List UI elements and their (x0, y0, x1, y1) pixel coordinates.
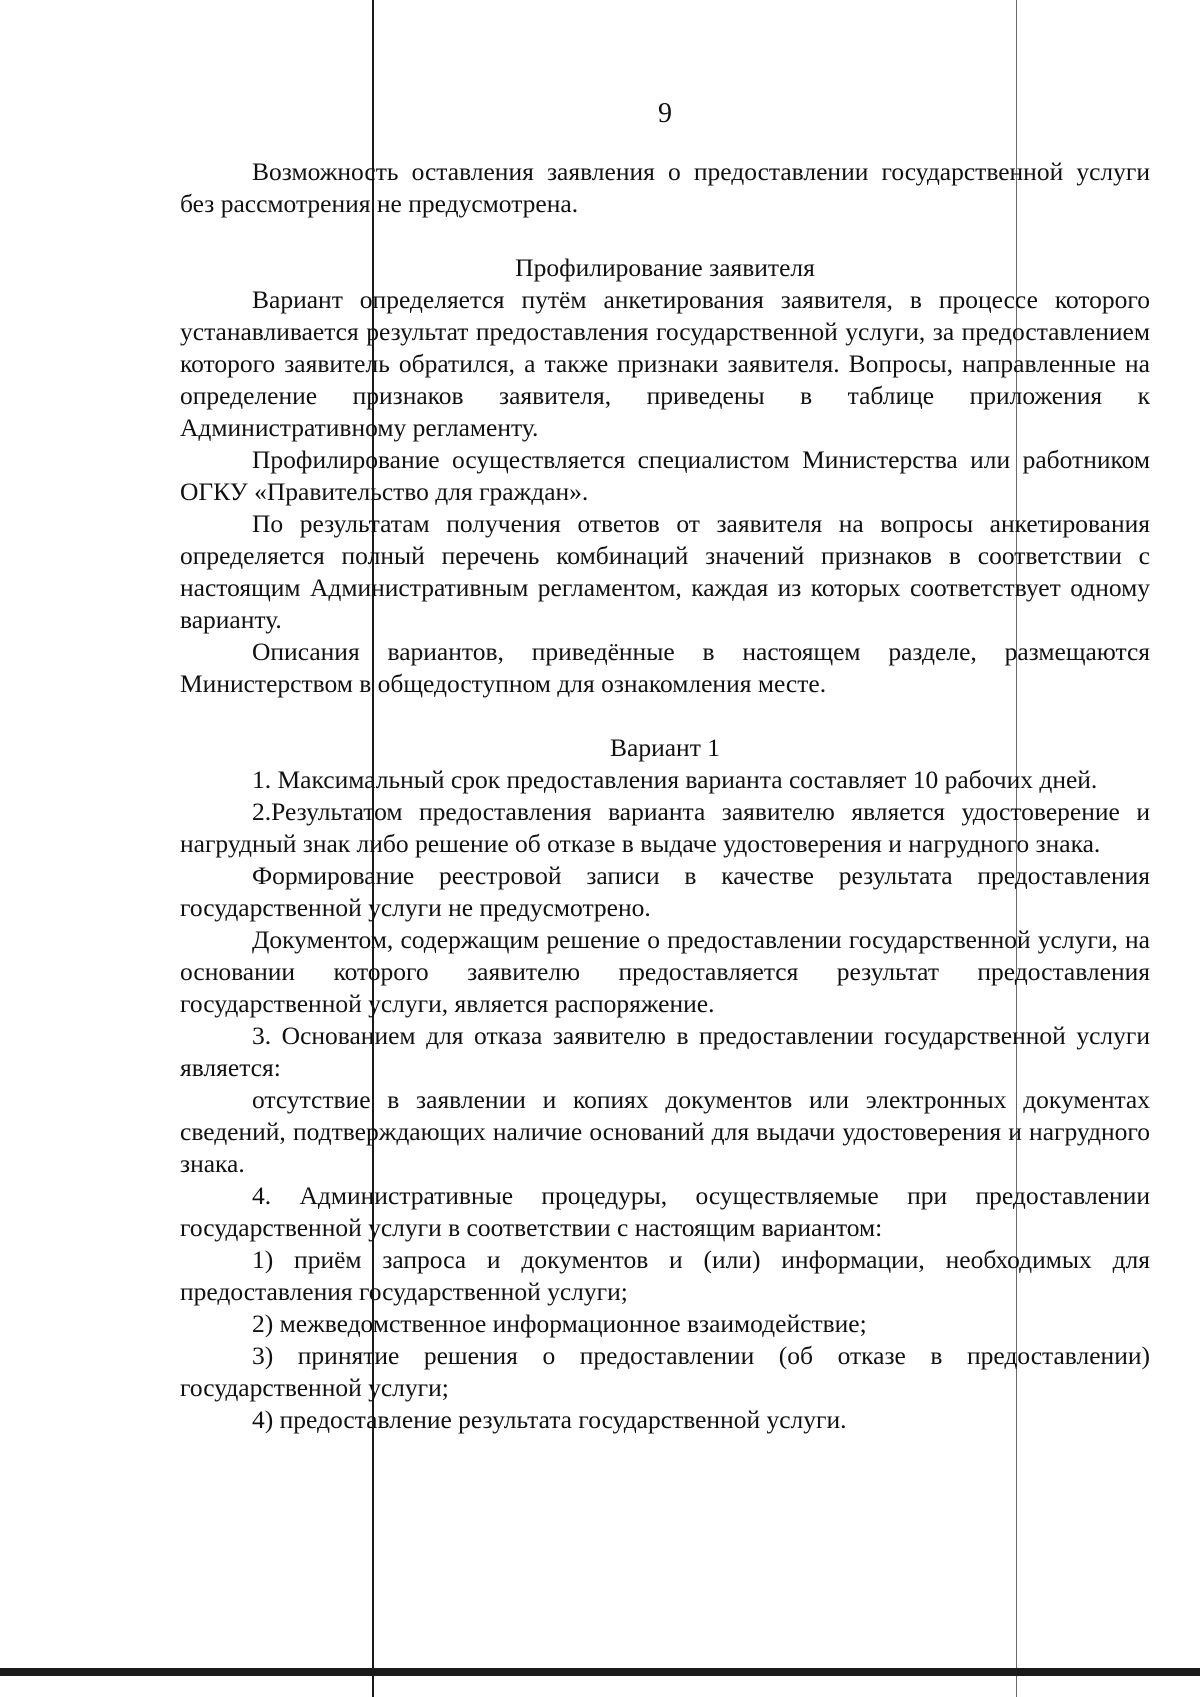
spacer (180, 220, 1150, 252)
list-item: 1. Максимальный срок предоставления варианта составляет 10 рабочих дней. (252, 765, 1098, 794)
scan-bottom-border (0, 1668, 1200, 1676)
paragraph: Возможность оставления заявления о предоставлении государственной услуги без рассмотрения не предусмотрена. (180, 157, 1150, 218)
sub-list-item: 1) приём запроса и документов и (или) информации, необходимых для предоставления государственной услуги; (180, 1245, 1150, 1306)
list-item: 4. Административные процедуры, осуществляемые при предоставлении государственной услуги в соответствии с настоящим вариантом: (180, 1181, 1150, 1242)
section-heading-variant: Вариант 1 (610, 733, 720, 762)
sub-list-item: 2) межведомственное информационное взаимодействие; (252, 1309, 867, 1338)
list-item: 2.Результатом предоставления варианта заявителю является удостоверение и нагрудный знак либо решение об отказе в выдаче удостоверения и нагрудного знака. (180, 797, 1150, 858)
spacer (180, 700, 1150, 732)
paragraph: Описания вариантов, приведённые в настоящем разделе, размещаются Министерством в общедоступном для ознакомления месте. (180, 637, 1150, 698)
sub-list-item: 4) предоставление результата государственной услуги. (252, 1405, 847, 1434)
paragraph: отсутствие в заявлении и копиях документов или электронных документах сведений, подтверждающих наличие оснований для выдачи удостоверения и нагрудного знака. (180, 1085, 1150, 1178)
paragraph: Документом, содержащим решение о предоставлении государственной услуги, на основании которого заявителю предоставляется результат предоставления государственной услуги, является распоряжение. (180, 925, 1150, 1018)
sub-list-item: 3) принятие решения о предоставлении (об отказе в предоставлении) государственной услуги; (180, 1341, 1150, 1402)
document-body (180, 156, 1150, 1436)
paragraph: Формирование реестровой записи в качестве результата предоставления государственной услуги не предусмотрено. (180, 861, 1150, 922)
paragraph: По результатам получения ответов от заявителя на вопросы анкетирования определяется полный перечень комбинаций значений признаков в соответствии с настоящим Административным регламентом, каждая из которых соответствует одному варианту. (180, 509, 1150, 634)
paragraph: Вариант определяется путём анкетирования заявителя, в процессе которого устанавливается результат предоставления государственной услуги, за предоставлением которого заявитель обратился, а также признаки заявителя. Вопросы, направленные на определение признаков заявителя, приведены в таблице приложения к Административному регламенту. (180, 285, 1150, 442)
paragraph: Профилирование осуществляется специалистом Министерства или работником ОГКУ «Правительство для граждан». (180, 445, 1150, 506)
page-number: 9 (658, 98, 672, 129)
list-item: 3. Основанием для отказа заявителю в предоставлении государственной услуги является: (180, 1021, 1150, 1082)
section-heading-profiling: Профилирование заявителя (515, 253, 815, 282)
